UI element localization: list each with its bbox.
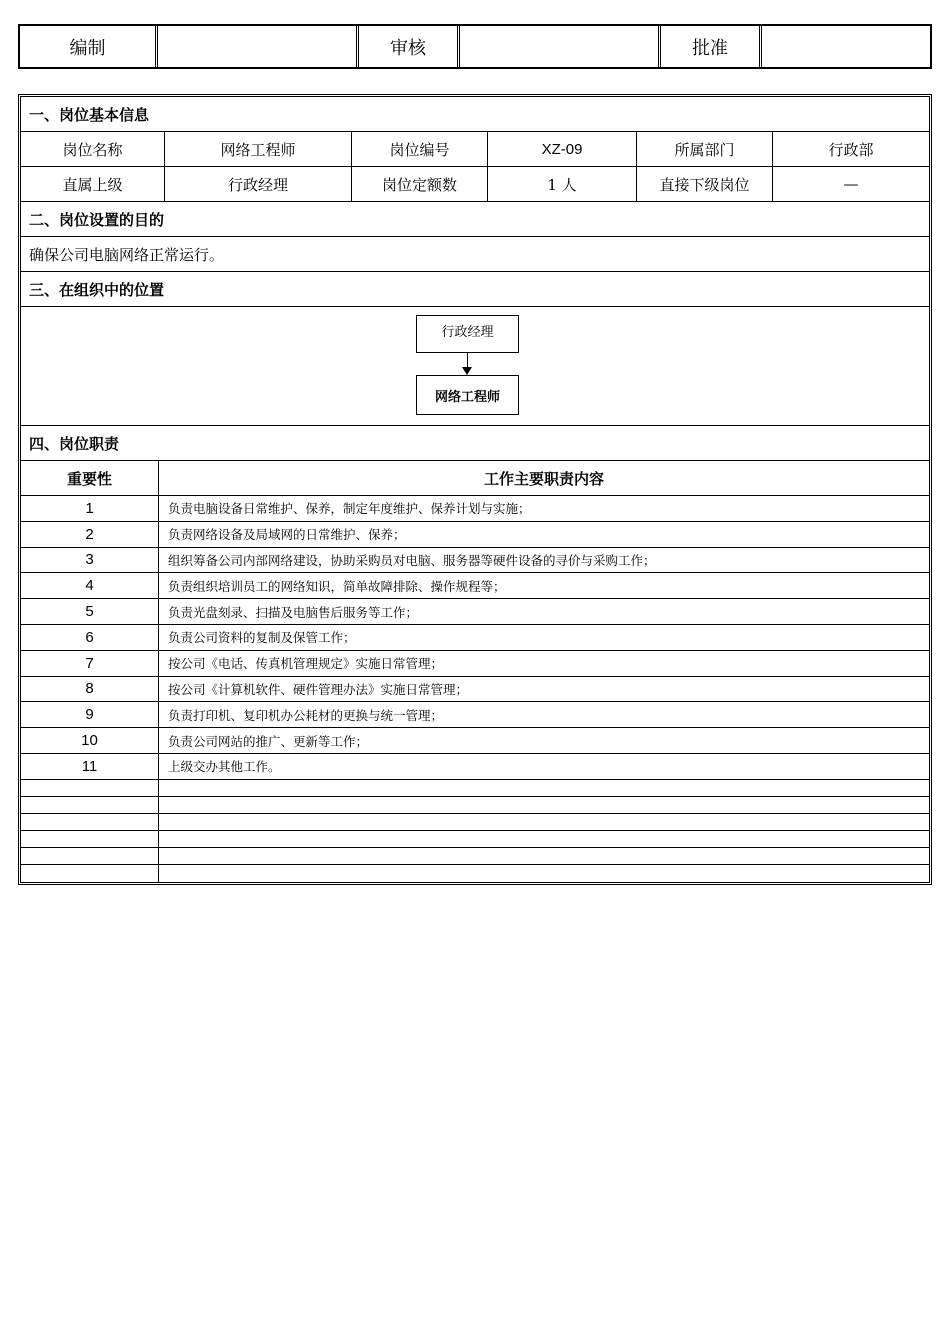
table-row [21,625,929,651]
empty-table-row [21,831,929,848]
table-row [21,651,929,677]
empty-table-row [21,865,929,882]
org-chart [21,307,929,426]
duty-number: 11 [21,754,159,779]
basic-info-row-2 [21,167,929,202]
table-row [21,496,929,522]
duty-text: 负责电脑设备日常维护、保养，制定年度维护、保养计划与实施； [168,501,531,517]
duty-text: 按公司《电话、传真机管理规定》实施日常管理； [168,656,444,672]
duty-number: 4 [21,573,159,598]
position-code-label: 岗位编号 [352,132,488,166]
table-row [21,754,929,780]
duty-number: 9 [21,702,159,727]
approved-value [762,26,930,67]
duty-number: 6 [21,625,159,650]
duties-header-row [21,461,929,496]
section-basic-info-title: 一、岗位基本信息 [21,97,929,132]
job-description-form [18,94,932,885]
duty-number: 3 [21,548,159,573]
empty-cell [21,797,159,813]
duty-number: 5 [21,599,159,624]
duty-text: 负责公司网站的推广、更新等工作； [168,733,369,749]
column-header-importance: 重要性 [21,461,159,495]
supervisor-label: 直属上级 [21,167,165,201]
subordinate-label: 直接下级岗位 [637,167,773,201]
quota-label: 岗位定额数 [352,167,488,201]
department-value: 行政部 [828,140,874,159]
table-row [21,573,929,599]
section-duties-title: 四、岗位职责 [21,426,929,461]
department-label: 所属部门 [637,132,773,166]
approved-label: 批准 [661,26,762,67]
position-name-value: 网络工程师 [165,132,352,166]
duty-text: 负责网络设备及局域网的日常维护、保养； [168,527,406,543]
reviewed-value [460,26,661,67]
org-box-current-position: 网络工程师 [416,375,519,415]
purpose-content: 确保公司电脑网络正常运行。 [21,237,929,272]
empty-table-row [21,780,929,797]
duty-number: 1 [21,496,159,521]
duty-number: 2 [21,522,159,547]
supervisor-value: 行政经理 [165,167,352,201]
approval-table [18,24,932,69]
subordinate-value: — [843,175,859,193]
org-connector-line [467,353,468,368]
table-row [21,728,929,754]
duty-number: 8 [21,677,159,702]
duty-text: 负责公司资料的复制及保管工作； [168,630,356,646]
empty-table-row [21,814,929,831]
empty-cell [21,814,159,830]
empty-cell [21,848,159,864]
column-header-content: 工作主要职责内容 [483,470,604,488]
empty-cell [21,780,159,796]
empty-table-row [21,848,929,865]
duty-text: 负责打印机、复印机办公耗材的更换与统一管理； [168,707,444,723]
prepared-label: 编制 [20,26,158,67]
table-row [21,677,929,703]
duty-text: 按公司《计算机软件、硬件管理办法》实施日常管理； [168,681,469,697]
arrow-down-icon [462,367,472,375]
quota-value: 1 人 [488,167,637,201]
prepared-value [158,26,359,67]
position-name-label: 岗位名称 [21,132,165,166]
table-row [21,702,929,728]
section-purpose-title: 二、岗位设置的目的 [21,202,929,237]
duty-text: 负责光盘刻录、扫描及电脑售后服务等工作； [168,604,419,620]
position-code-value: XZ-09 [488,132,637,166]
duty-text: 组织筹备公司内部网络建设，协助采购员对电脑、服务器等硬件设备的寻价与采购工作； [168,552,656,568]
duty-number: 10 [21,728,159,753]
table-row [21,599,929,625]
org-box-supervisor: 行政经理 [416,315,519,353]
reviewed-label: 审核 [359,26,460,67]
table-row [21,522,929,548]
table-row [21,548,929,574]
basic-info-row-1 [21,132,929,167]
duty-text: 负责组织培训员工的网络知识，简单故障排除、操作规程等； [168,578,506,594]
section-org-position-title: 三、在组织中的位置 [21,272,929,307]
duty-text: 上级交办其他工作。 [168,759,281,775]
empty-cell [21,831,159,847]
empty-table-row [21,797,929,814]
empty-cell [21,865,159,882]
duty-number: 7 [21,651,159,676]
